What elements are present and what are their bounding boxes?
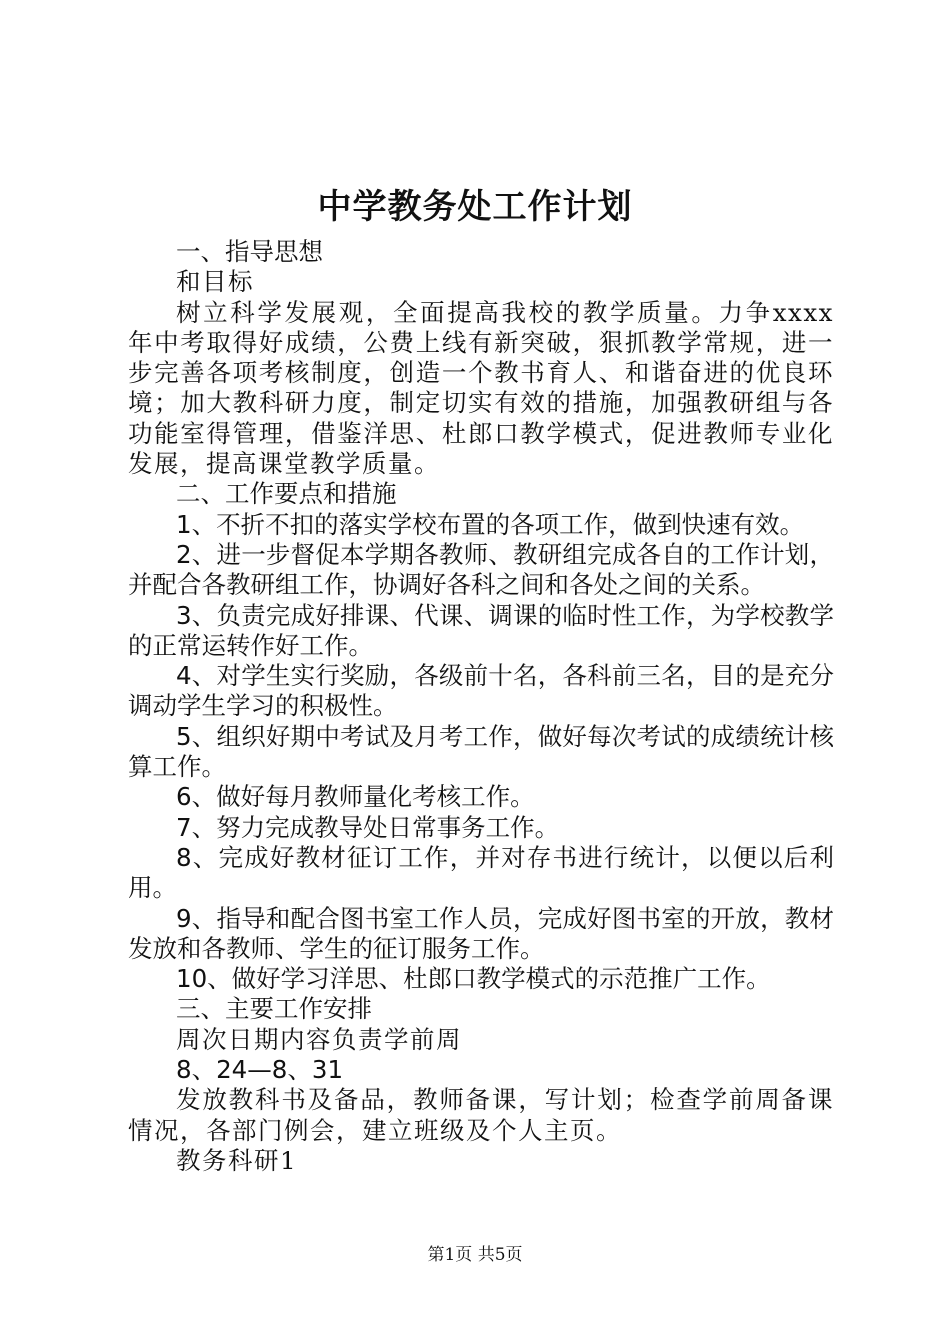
schedule-header-row: 周次日期内容负责学前周 [176,1024,462,1054]
schedule-date-range: 8、24—8、31 [176,1055,344,1085]
paragraph-goals: 树立科学发展观，全面提高我校的教学质量。力争xxxx年中考取得好成绩，公费上线有新突破，狠抓教学常规，进一步完善各项考核制度，创造一个教书育人、和谐奋进的优良环境；加大教科研力度，制定切实有效的措施，加强教研组与各功能室得管理，借鉴洋思、杜郎口教学模式，促进教师专业化发展，提高课堂教学质量。 [128,297,834,479]
list-item-2: 2、进一步督促本学期各教师、教研组完成各自的工作计划，并配合各教研组工作，协调好各科之间和各处之间的关系。 [128,539,834,600]
schedule-responsible: 教务科研1 [176,1145,298,1175]
document-body [128,237,834,1176]
list-item-10: 10、做好学习洋思、杜郎口教学模式的示范推广工作。 [176,964,771,994]
list-item-6: 6、做好每月教师量化考核工作。 [176,782,535,812]
list-item-7: 7、努力完成教导处日常事务工作。 [176,812,560,842]
list-item-8: 8、完成好教材征订工作，并对存书进行统计，以便以后利用。 [128,842,834,903]
section-heading-main-arrangement: 三、主要工作安排 [176,994,372,1024]
page-footer: 第1页 共5页 [427,1245,523,1265]
list-item-1: 1、不折不扣的落实学校布置的各项工作，做到快速有效。 [176,509,805,539]
document-title: 中学教务处工作计划 [317,187,633,227]
schedule-content: 发放教科书及备品，教师备课，写计划；检查学前周备课情况，各部门例会，建立班级及个人主页。 [128,1085,834,1145]
paragraph-goals-label: 和目标 [176,267,254,297]
list-item-3: 3、负责完成好排课、代课、调课的临时性工作，为学校教学的正常运转作好工作。 [128,600,834,660]
list-item-9: 9、指导和配合图书室工作人员，完成好图书室的开放，教材发放和各教师、学生的征订服务工作。 [128,903,834,963]
list-item-5: 5、组织好期中考试及月考工作，做好每次考试的成绩统计核算工作。 [128,721,834,782]
list-item-4: 4、对学生实行奖励，各级前十名，各科前三名，目的是充分调动学生学习的积极性。 [128,661,834,721]
section-heading-guiding-ideology: 一、指导思想 [176,237,323,266]
section-heading-work-points: 二、工作要点和措施 [176,479,397,509]
